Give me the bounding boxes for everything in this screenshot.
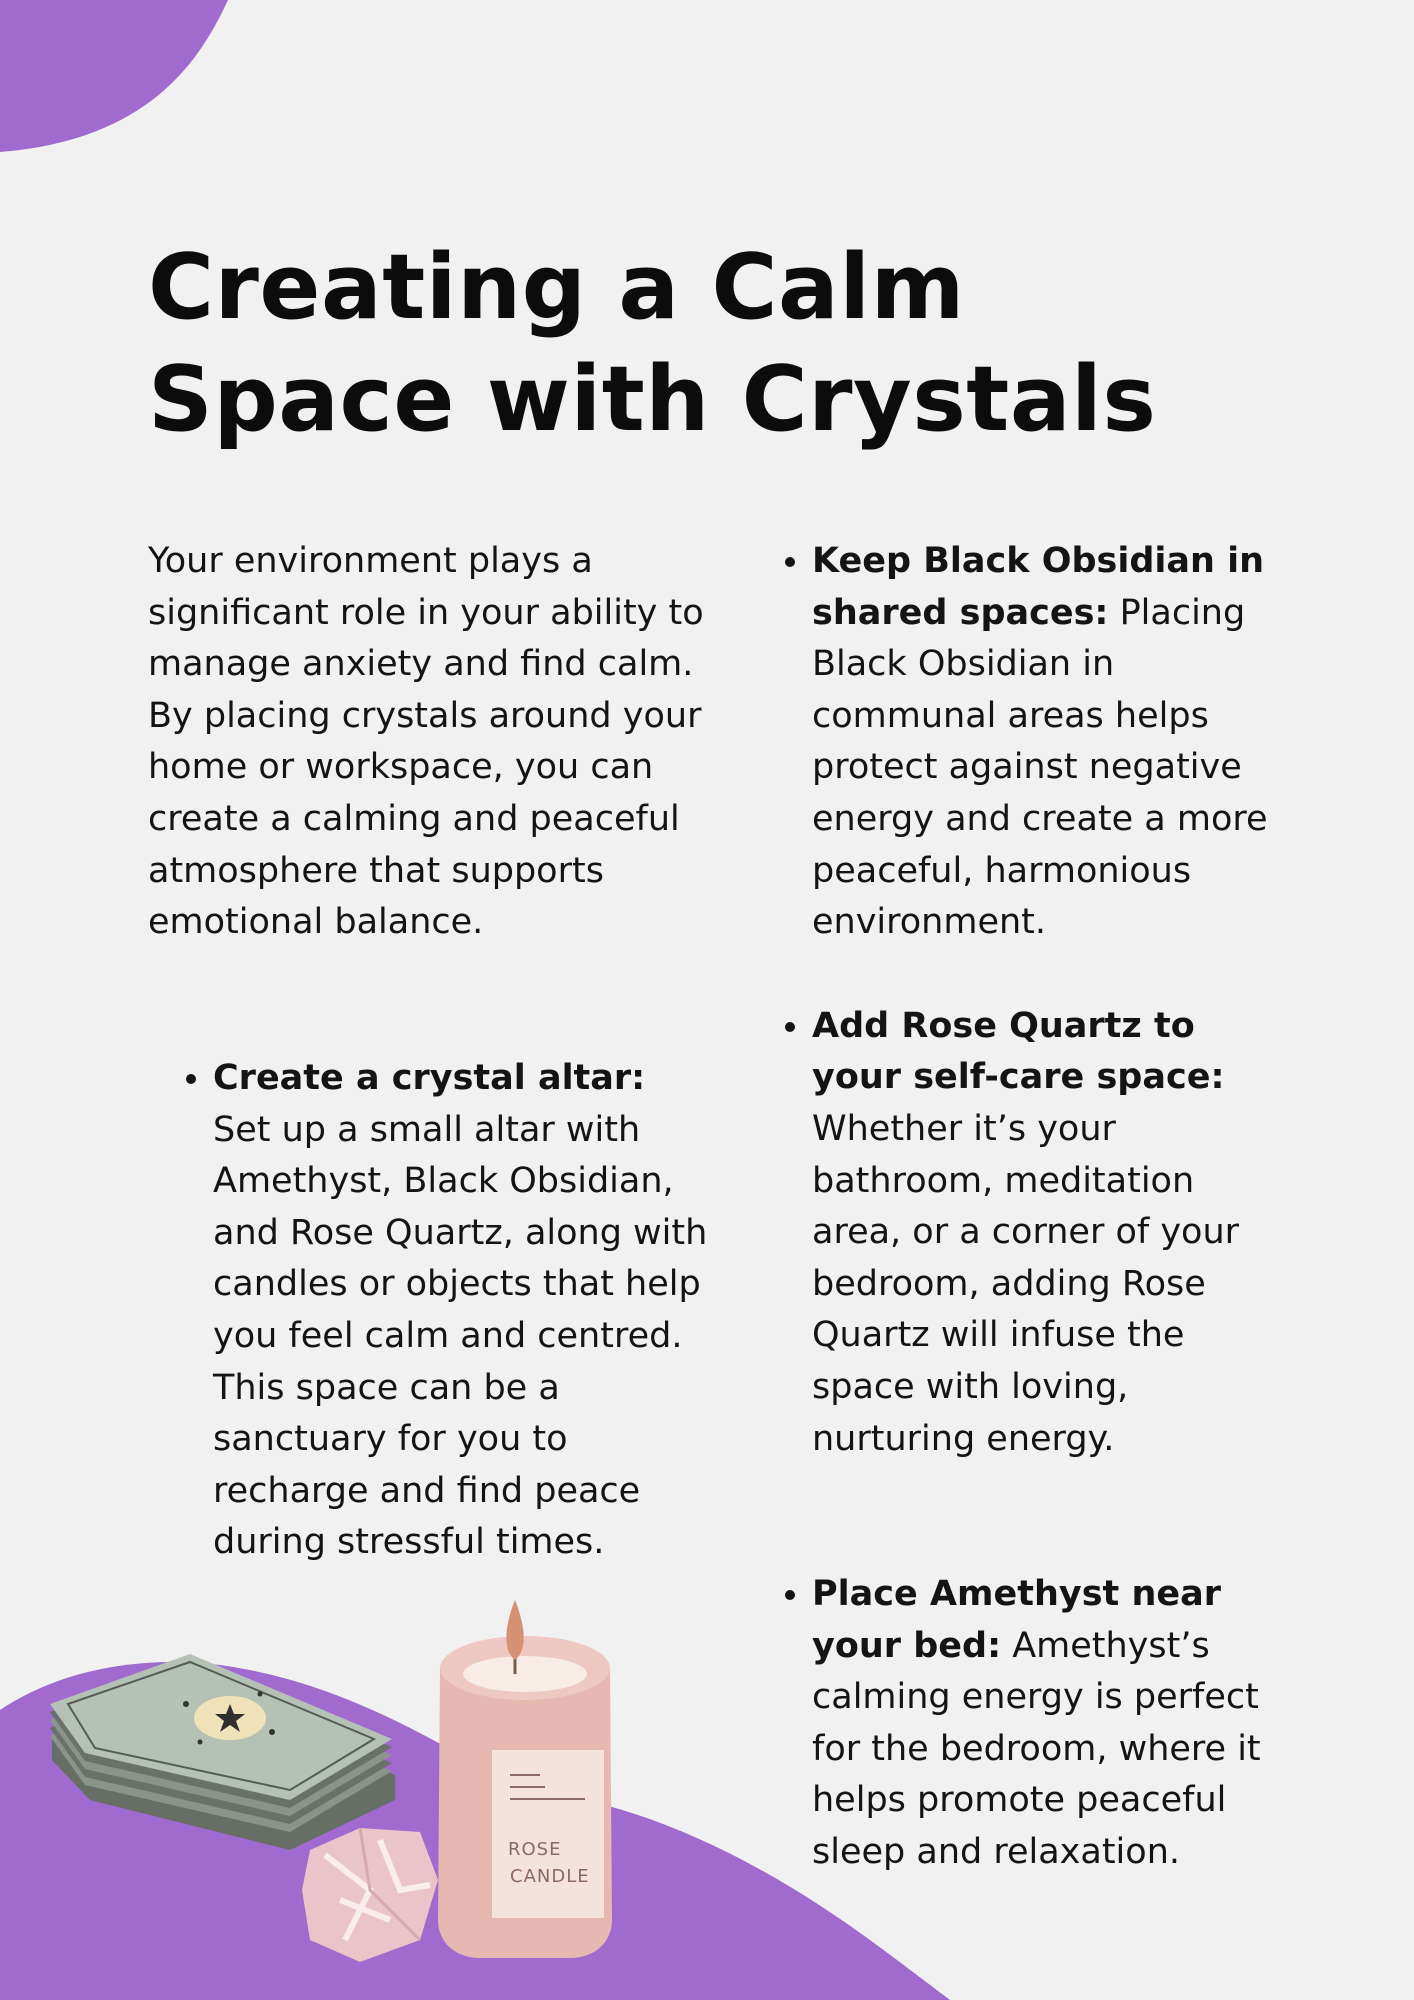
rose-candle-icon bbox=[438, 1600, 612, 1958]
tip-text: Amethyst’s calming energy is perfect for the bedroom, where it helps promote peaceful sleep and relaxation. bbox=[812, 1625, 1261, 1873]
tarot-cards-icon bbox=[50, 1654, 395, 1850]
tip-text: Whether it’s your bathroom, meditation area, or a corner of your bedroom, adding Rose Quartz will infuse the space with loving, nurturing energy. bbox=[812, 1108, 1240, 1459]
candle-label-line1: ROSE bbox=[508, 1839, 562, 1860]
tip-text: Placing Black Obsidian in communal areas helps protect against negative energy and create a more peaceful, harmonious environment. bbox=[812, 592, 1268, 943]
tip-text: Set up a small altar with Amethyst, Black Obsidian, and Rose Quartz, along with candles or objects that help you feel calm and centred. This space can be a sanctuary for you to recharge and find peace during stressful times. bbox=[213, 1109, 708, 1563]
right-tips-list bbox=[749, 536, 1279, 1879]
intro-paragraph bbox=[148, 536, 708, 949]
candle-label-line2: CANDLE bbox=[510, 1866, 590, 1887]
tip-heading: Add Rose Quartz to your self-care space: bbox=[812, 1005, 1225, 1098]
tip-black-obsidian bbox=[812, 536, 1279, 949]
tarot-candle-illustration bbox=[40, 1590, 640, 1970]
intro-text: Your environment plays a significant role in your ability to manage anxiety and find calm. By placing crystals around your home or workspace, you can create a calming and peaceful atmosphere that supports emotional balance. bbox=[148, 541, 704, 943]
tip-heading: Keep Black Obsidian in shared spaces: bbox=[812, 541, 1265, 633]
left-tips-list bbox=[150, 1053, 710, 1569]
tip-crystal-altar bbox=[213, 1053, 710, 1569]
page-title: Creating a Calm Space with Crystals bbox=[148, 235, 1157, 452]
tip-heading: Create a crystal altar: bbox=[213, 1058, 646, 1098]
tip-rose-quartz bbox=[812, 1001, 1279, 1465]
rose-quartz-crystal-icon bbox=[302, 1828, 438, 1962]
tip-heading: Place Amethyst near your bed: bbox=[812, 1574, 1221, 1666]
tip-amethyst bbox=[812, 1569, 1279, 1879]
